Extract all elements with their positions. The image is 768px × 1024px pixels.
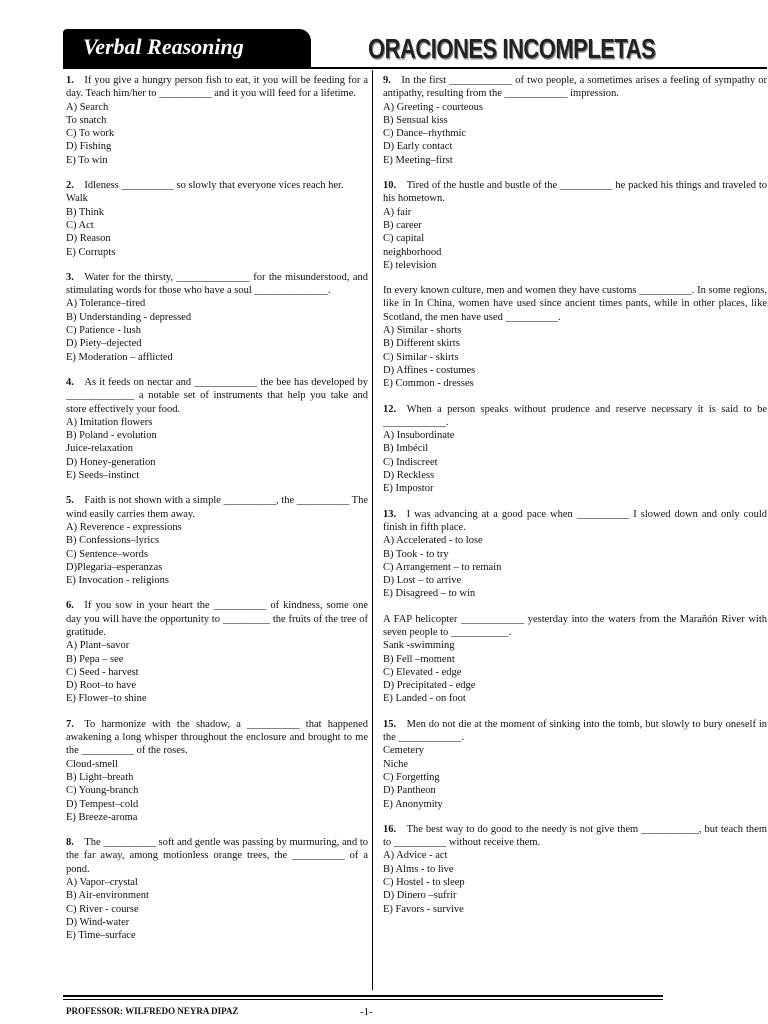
- question-item: [66, 494, 368, 587]
- question-number: 3.: [66, 271, 74, 283]
- answer-option: B) Air-environment: [66, 890, 149, 902]
- answer-option: D) Honey-generation: [66, 456, 156, 468]
- question-stem: [66, 718, 368, 758]
- answer-option: E) Disagreed – to win: [383, 588, 476, 600]
- answer-option: C) Hostel - to sleep: [383, 877, 465, 889]
- answer-option: D) Wind-water: [66, 916, 130, 928]
- answer-option: E) Invocation - religions: [66, 575, 169, 587]
- answer-option: A) Tolerance–tired: [66, 298, 146, 310]
- question-stem: [383, 718, 767, 745]
- answer-option: D) Root–to have: [66, 680, 136, 692]
- question-number: 10.: [383, 180, 397, 192]
- answer-option: C) Similar - skirts: [383, 351, 459, 363]
- question-item: [383, 179, 767, 272]
- question-stem: [66, 836, 368, 876]
- question-number: 7.: [66, 718, 74, 730]
- title-banner: [63, 29, 311, 67]
- answer-option: C) River - course: [66, 903, 139, 915]
- question-item: [66, 74, 368, 167]
- question-text: A FAP helicopter ____________ yesterday into the waters from the Marañón River with seven people to ___________.: [383, 613, 767, 638]
- question-text: The best way to do good to the needy is not give them ___________, but teach them to __________ without receive them.: [383, 823, 767, 849]
- question-item: [383, 508, 767, 601]
- answer-option: B) Poland - evolution: [66, 430, 157, 442]
- answer-option: Walk: [66, 193, 88, 205]
- question-item: [383, 403, 767, 496]
- question-item: [383, 718, 767, 811]
- answer-option: E) Corrupts: [66, 246, 116, 258]
- question-number: 16.: [383, 823, 397, 835]
- question-number: 9.: [383, 75, 391, 86]
- question-number: 13.: [383, 508, 397, 520]
- answer-option: D)Plegaria–esperanzas: [66, 561, 163, 573]
- answer-option: B) Confessions–lyrics: [66, 535, 160, 547]
- answer-option: D) Affines - costumes: [383, 364, 476, 376]
- question-item: [66, 271, 368, 364]
- answer-option: C) Act: [66, 219, 94, 231]
- answer-option: B) Took - to try: [383, 548, 449, 560]
- answer-option: C) Arrangement – to remain: [383, 561, 502, 573]
- answer-option: C) Indiscreet: [383, 456, 438, 468]
- footer-divider: [63, 995, 663, 997]
- question-number: 8.: [66, 837, 74, 849]
- answer-option: D) Early contact: [383, 141, 453, 153]
- answer-option: D) Reckless: [383, 470, 435, 482]
- answer-option: A) Greeting - courteous: [383, 101, 484, 113]
- answer-option: B) Sensual kiss: [383, 114, 448, 126]
- question-number: 6.: [66, 600, 74, 612]
- answer-option: Cloud-smell: [66, 758, 118, 770]
- page-title: Verbal Reasoning: [83, 34, 244, 59]
- question-item: [66, 376, 368, 482]
- answer-option: B) career: [383, 219, 422, 231]
- page-number: -1-: [360, 1006, 373, 1018]
- professor-name: PROFESSOR: WILFREDO NEYRA DIPAZ: [66, 1006, 239, 1016]
- answer-option: E) Landed - on foot: [383, 693, 466, 705]
- answer-option: B) Think: [66, 206, 105, 218]
- question-item: [66, 718, 368, 824]
- answer-option: C) To work: [66, 128, 115, 140]
- answer-option: D) Tempest–cold: [66, 798, 139, 810]
- answer-option: B) Imbécil: [383, 443, 429, 455]
- question-text: In every known culture, men and women they have customs __________. In some regions, like in In China, women have used since ancient times pants, while in other places, like Scotland, the men have used __________.: [383, 285, 767, 323]
- answer-option: A) Similar - shorts: [383, 325, 462, 337]
- question-text: To harmonize with the shadow, a __________ that happened awakening a long whisper throughout the enclosure and brought to me the __________ of the roses.: [66, 718, 368, 757]
- answer-option: D) Precipitated - edge: [383, 680, 476, 692]
- question-text: If you sow in your heart the __________ of kindness, some one day you will have the opportunity to _________ the fruits of the tree of gratitude.: [66, 600, 368, 638]
- answer-option: A) Advice - act: [383, 850, 448, 862]
- question-number: 2.: [66, 180, 74, 192]
- answer-option: D) Reason: [66, 233, 111, 245]
- question-item: [66, 179, 368, 259]
- question-text: Idleness __________ so slowly that everyone vices reach her.: [84, 180, 344, 192]
- question-text: In the first ____________ of two people, a sometimes arises a feeling of sympathy or antipathy, resulting from the ____________ impression.: [383, 75, 767, 100]
- question-item: [66, 599, 368, 705]
- answer-option: E) Seeds–instinct: [66, 470, 140, 482]
- question-stem: [383, 823, 767, 850]
- answer-option: A) Insubordinate: [383, 430, 455, 442]
- column-divider: [372, 70, 373, 990]
- answer-option: C) Forgetting: [383, 771, 440, 783]
- question-item: [383, 284, 767, 390]
- question-stem: [383, 74, 767, 101]
- answer-option: A) Plant–savor: [66, 640, 130, 652]
- answer-option: B) Fell –moment: [383, 653, 455, 665]
- footer-divider-thin: [63, 999, 663, 1000]
- answer-option: C) Elevated - edge: [383, 666, 462, 678]
- answer-option: D) Piety–dejected: [66, 338, 142, 350]
- header-divider: [63, 67, 767, 69]
- answer-option: A) Imitation flowers: [66, 416, 153, 428]
- answer-option: E) Common - dresses: [383, 378, 474, 390]
- question-text: I was advancing at a good pace when __________ I slowed down and only could finish in fifth place.: [383, 508, 767, 533]
- answer-option: D) Dinero –sufrir: [383, 890, 457, 902]
- question-stem: [383, 403, 767, 430]
- answer-option: E) To win: [66, 154, 108, 166]
- question-number: 5.: [66, 495, 74, 507]
- answer-option: B) Understanding - depressed: [66, 311, 192, 323]
- right-column: [383, 74, 767, 928]
- question-number: 1.: [66, 75, 74, 86]
- answer-option: A) Search: [66, 101, 109, 113]
- answer-option: E) Time–surface: [66, 930, 136, 942]
- answer-option: E) Favors - survive: [383, 903, 464, 915]
- answer-option: To snatch: [66, 114, 107, 126]
- answer-option: C) Dance–rhythmic: [383, 128, 467, 140]
- question-text: If you give a hungry person fish to eat, it you will be feeding for a day. Teach him/her to __________ and it you will feed for a lifetime.: [66, 75, 368, 100]
- answer-option: Niche: [383, 758, 409, 770]
- answer-option: D) Lost – to arrive: [383, 575, 462, 587]
- answer-option: B) Pepa – see: [66, 653, 124, 665]
- question-stem: [66, 179, 368, 192]
- answer-option: A) Accelerated - to lose: [383, 535, 483, 547]
- answer-option: E) Impostor: [383, 483, 434, 495]
- answer-option: C) Sentence–words: [66, 548, 148, 560]
- answer-option: E) Meeting–first: [383, 154, 453, 166]
- answer-option: C) Young-branch: [66, 785, 139, 797]
- question-text: When a person speaks without prudence and reserve necessary it is said to be ____________.: [383, 403, 767, 428]
- question-stem: [383, 284, 767, 324]
- question-number: 12.: [383, 403, 397, 415]
- answer-option: C) Patience - lush: [66, 325, 141, 337]
- question-stem: [66, 599, 368, 639]
- question-number: 15.: [383, 718, 397, 730]
- answer-option: A) fair: [383, 206, 412, 218]
- question-stem: [66, 376, 368, 416]
- answer-option: E) Flower–to shine: [66, 693, 147, 705]
- answer-option: B) Light–breath: [66, 771, 134, 783]
- question-stem: [383, 508, 767, 535]
- answer-option: D) Pantheon: [383, 785, 436, 797]
- answer-option: neighborhood: [383, 246, 442, 258]
- question-item: [66, 836, 368, 942]
- question-text: As it feeds on nectar and ____________ the bee has developed by _____________ a notable set of instruments that help you take and store effectively your food.: [66, 376, 368, 415]
- answer-option: Juice-relaxation: [66, 443, 134, 455]
- answer-option: C) capital: [383, 233, 425, 245]
- left-column: [66, 74, 368, 955]
- answer-option: Sank -swimming: [383, 640, 455, 652]
- question-text: Faith is not shown with a simple __________, the __________ The wind easily carries them away.: [66, 495, 368, 520]
- answer-option: C) Seed - harvest: [66, 666, 139, 678]
- answer-option: A) Reverence - expressions: [66, 521, 182, 533]
- answer-option: D) Fishing: [66, 141, 112, 153]
- question-stem: [66, 271, 368, 298]
- question-item: [383, 823, 767, 916]
- question-item: [383, 74, 767, 167]
- question-stem: [66, 74, 368, 101]
- answer-option: E) Breeze-aroma: [66, 811, 138, 823]
- answer-option: B) Different skirts: [383, 338, 460, 350]
- answer-option: Cemetery: [383, 745, 424, 757]
- question-stem: [383, 613, 767, 640]
- question-stem: [383, 179, 767, 206]
- answer-option: E) Moderation – afflicted: [66, 351, 173, 363]
- section-title: ORACIONES INCOMPLETAS: [368, 33, 656, 65]
- answer-option: E) Anonymity: [383, 798, 443, 810]
- question-number: 4.: [66, 376, 74, 388]
- answer-option: E) television: [383, 259, 437, 271]
- answer-option: A) Vapor–crystal: [66, 877, 138, 889]
- question-stem: [66, 494, 368, 521]
- question-item: [383, 613, 767, 706]
- question-text: Water for the thirsty, ______________ for the misunderstood, and stimulating words for those who have a soul ______________.: [66, 271, 368, 297]
- question-text: Tired of the hustle and bustle of the __________ he packed his things and traveled to his hometown.: [383, 180, 767, 205]
- question-text: The __________ soft and gentle was passing by murmuring, and to the far away, among motionless orange trees, the __________ of a pond.: [66, 837, 368, 875]
- answer-option: B) Alms - to live: [383, 863, 454, 875]
- question-text: Men do not die at the moment of sinking into the tomb, but slowly to bury oneself in the ____________.: [383, 718, 767, 744]
